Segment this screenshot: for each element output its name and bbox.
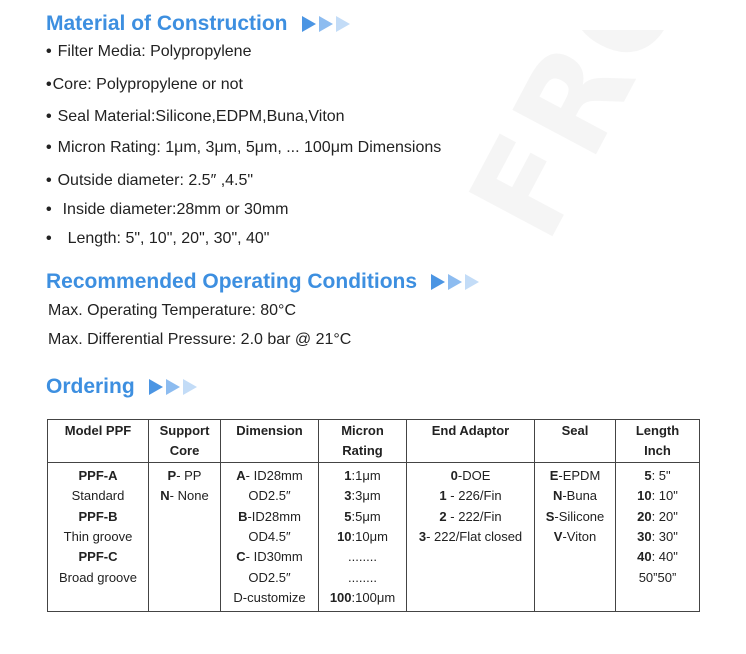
material-heading-text: Material of Construction	[46, 12, 288, 35]
ordering-table	[47, 419, 700, 612]
micron-option: 100:100μm	[329, 590, 396, 606]
bullet-icon: •	[46, 230, 52, 247]
length-option: 30: 30"	[637, 528, 678, 544]
bullet-icon: •	[46, 172, 52, 189]
model-desc: Thin groove	[63, 528, 133, 544]
header-micron-rating: Micron Rating	[319, 420, 407, 463]
support-option: P- PP	[167, 467, 202, 483]
seal-option: V-Viton	[553, 528, 597, 544]
dimension-cell	[221, 462, 319, 611]
triple-arrow-icon	[149, 379, 200, 395]
table-header-row	[48, 420, 700, 463]
micron-option: 5:5μm	[344, 508, 381, 524]
header-seal: Seal	[535, 420, 616, 463]
length-option: 40: 40"	[637, 549, 678, 565]
table-body-row	[48, 462, 700, 611]
dimension-option: D-customize	[233, 590, 306, 606]
micron-cell	[319, 462, 407, 611]
bullet-icon: •	[46, 76, 52, 93]
length-option: 5: 5"	[644, 467, 671, 483]
header-dimension: Dimension	[221, 420, 319, 463]
header-model: Model PPF	[48, 420, 149, 463]
end-adaptor-option: 1 - 226/Fin	[439, 488, 502, 504]
max-temperature: Max. Operating Temperature: 80°C	[48, 302, 296, 319]
material-heading	[46, 12, 353, 36]
material-item: • Seal Material:Silicone,EDPM,Buna,Viton	[46, 108, 345, 125]
ordering-heading-text: Ordering	[46, 375, 135, 398]
material-item: • Length: 5", 10", 20", 30", 40"	[46, 230, 270, 247]
seal-cell	[535, 462, 616, 611]
model-code: PPF-C	[78, 549, 118, 565]
micron-option: 10:10μm	[337, 528, 388, 544]
triple-arrow-icon	[431, 274, 482, 290]
bullet-icon: •	[46, 108, 52, 125]
material-item: • Inside diameter:28mm or 30mm	[46, 201, 289, 218]
dimension-option: B-ID28mm	[238, 508, 301, 524]
material-item: • Micron Rating: 1μm, 3μm, 5μm, ... 100μm Dimensions	[46, 139, 442, 156]
conditions-heading	[46, 270, 482, 294]
dimension-option: OD4.5″	[248, 528, 291, 544]
model-code: PPF-A	[78, 467, 118, 483]
header-end-adaptor: End Adaptor	[407, 420, 535, 463]
micron-option: 3:3μm	[344, 488, 381, 504]
bullet-icon: •	[46, 43, 52, 60]
end-adaptor-cell	[407, 462, 535, 611]
triple-arrow-icon	[302, 16, 353, 32]
material-item: •Core: Polypropylene or not	[46, 76, 243, 93]
header-length: Length Inch	[616, 420, 700, 463]
bullet-icon: •	[46, 139, 52, 156]
micron-option: ........	[348, 549, 377, 565]
bullet-icon: •	[46, 201, 52, 218]
support-cell	[149, 462, 221, 611]
dimension-option: OD2.5″	[248, 569, 291, 585]
micron-option: 1:1μm	[344, 467, 381, 483]
length-option: 50”50”	[638, 569, 677, 585]
seal-option: S-Silicone	[545, 508, 605, 524]
model-code: PPF-B	[78, 508, 118, 524]
material-item: • Filter Media: Polypropylene	[46, 43, 252, 60]
dimension-option: A- ID28mm	[236, 467, 303, 483]
watermark-text	[440, 30, 740, 261]
micron-option: ........	[348, 569, 377, 585]
end-adaptor-option: 3- 222/Flat closed	[418, 528, 523, 544]
seal-option: N-Buna	[552, 488, 598, 504]
end-adaptor-option: 2 - 222/Fin	[439, 508, 502, 524]
support-option: N- None	[160, 488, 209, 504]
max-pressure: Max. Differential Pressure: 2.0 bar @ 21°C	[48, 331, 352, 348]
conditions-heading-text: Recommended Operating Conditions	[46, 270, 418, 293]
model-desc: Standard	[71, 488, 125, 504]
model-cell	[48, 462, 149, 611]
length-option: 10: 10"	[637, 488, 678, 504]
model-desc: Broad groove	[58, 569, 138, 585]
ordering-heading	[46, 375, 200, 399]
header-support-core: Support Core	[149, 420, 221, 463]
length-option: 20: 20"	[637, 508, 678, 524]
length-cell	[616, 462, 700, 611]
seal-option: E-EPDM	[549, 467, 601, 483]
dimension-option: OD2.5″	[248, 488, 291, 504]
dimension-option: C- ID30mm	[236, 549, 303, 565]
end-adaptor-option: 0-DOE	[450, 467, 491, 483]
material-item: • Outside diameter: 2.5″ ,4.5"	[46, 172, 254, 189]
